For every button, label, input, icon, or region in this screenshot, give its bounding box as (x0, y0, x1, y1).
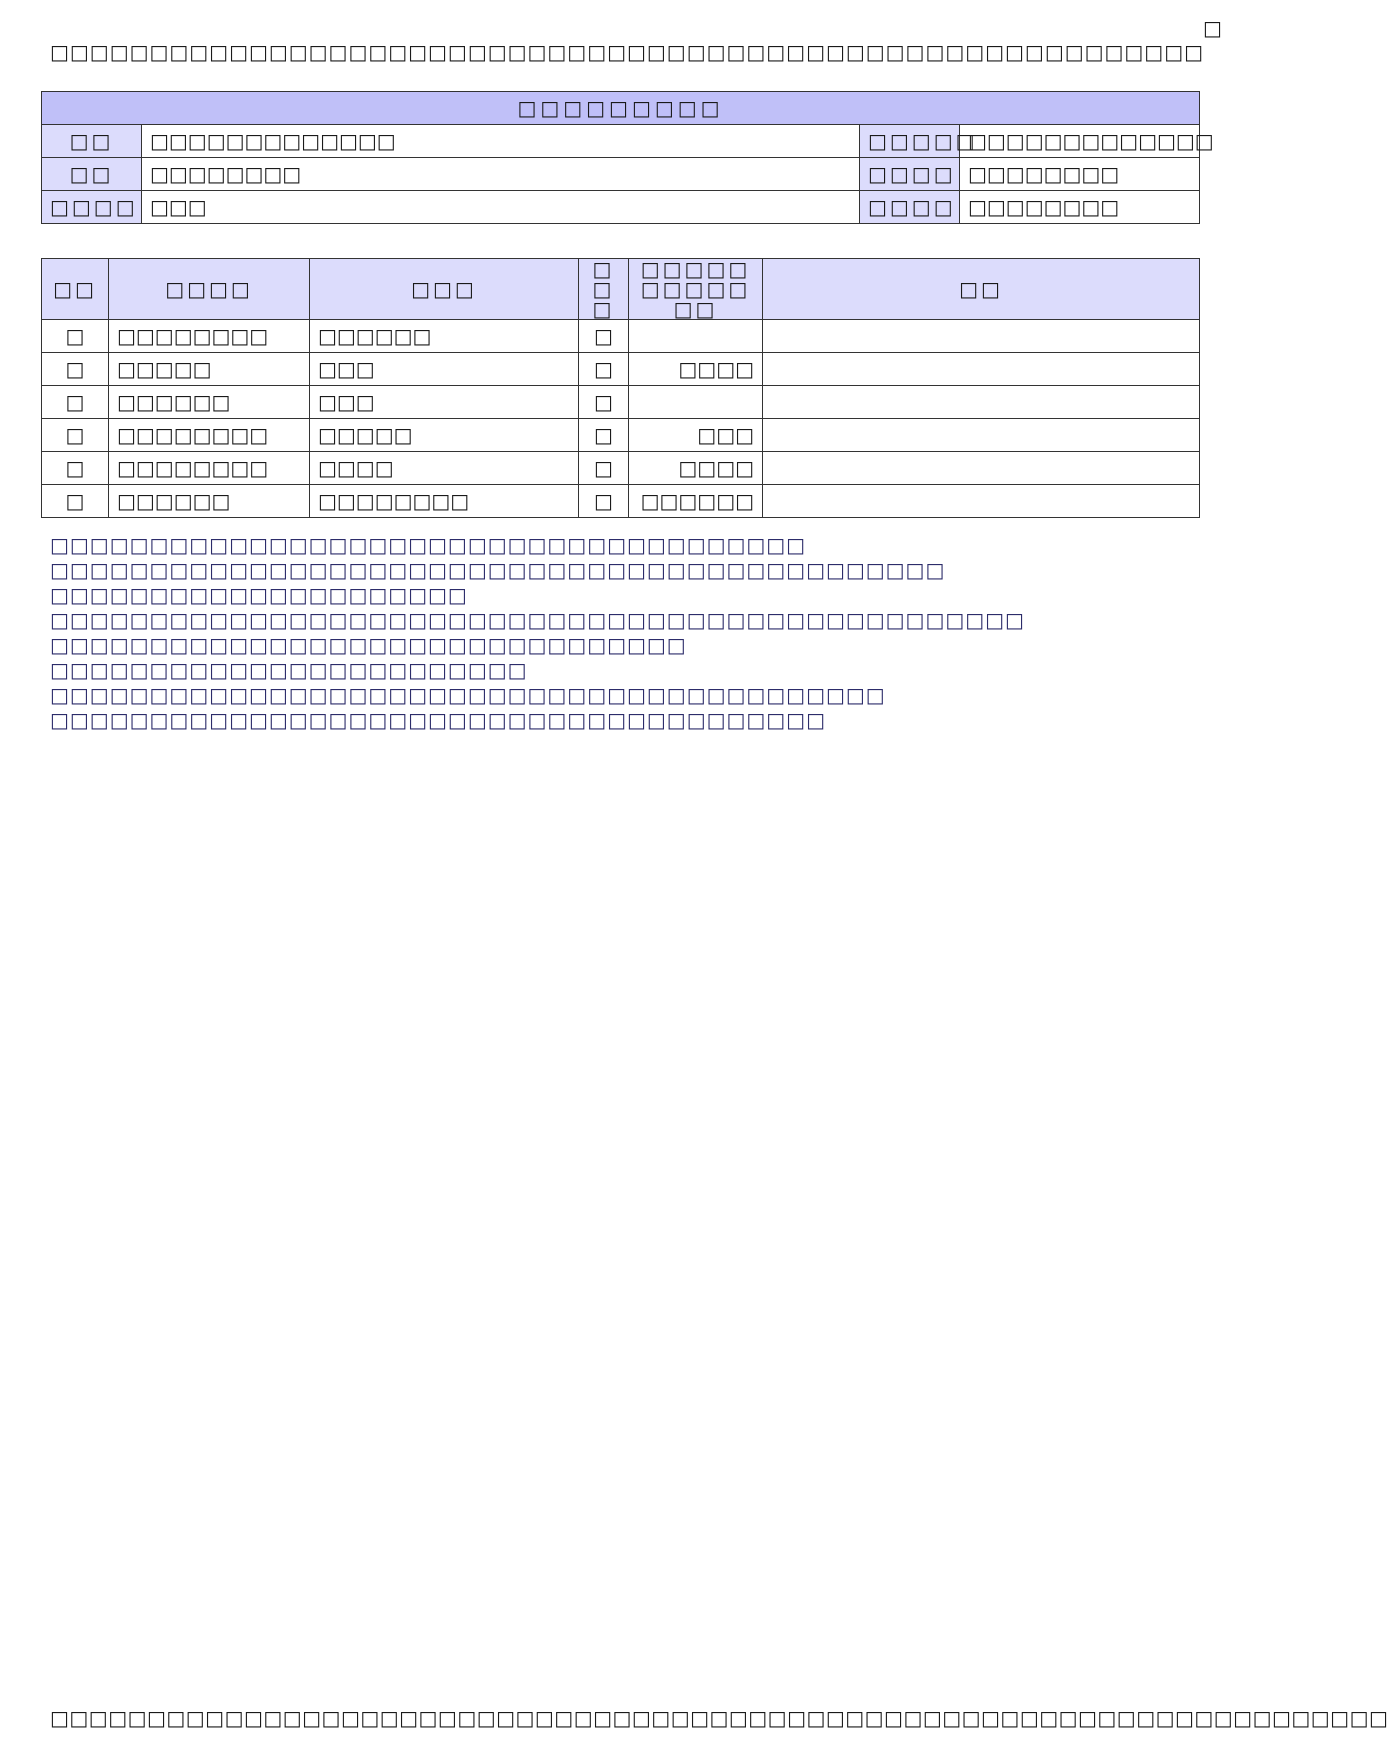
cell-amount: □□□□ (629, 353, 763, 386)
info-row (42, 158, 1200, 191)
col-header-amount: □□□□□□□□□□□□ (629, 259, 763, 320)
info-value: □□□□□□□□ (142, 158, 860, 191)
cell-amount: □□□ (629, 419, 763, 452)
cell-name: □□□ (310, 353, 579, 386)
cell-code: □□□□□□ (109, 386, 310, 419)
info-value: □□□ (142, 191, 860, 224)
info-value: □□□□□□□□ (960, 158, 1200, 191)
cell-qty: □ (579, 353, 629, 386)
cell-code: □□□□□□□□ (109, 419, 310, 452)
cell-code: □□□□□ (109, 353, 310, 386)
note-line: □□□□□□□□□□□□□□□□□□□□□□□□ (50, 658, 528, 682)
info-label: □□ (42, 125, 142, 158)
cell-code: □□□□□□□□ (109, 320, 310, 353)
cell-no: □ (42, 452, 109, 485)
cell-note (763, 419, 1200, 452)
col-header-code: □□□□ (109, 259, 310, 320)
table-row (42, 353, 1200, 386)
info-value: □□□□□□□□□□□□□ (960, 125, 1200, 158)
cell-code: □□□□□□□□ (109, 452, 310, 485)
cell-note (763, 386, 1200, 419)
cell-name: □□□ (310, 386, 579, 419)
cell-code: □□□□□□ (109, 485, 310, 518)
info-label: □□□□ (860, 191, 960, 224)
cell-qty: □ (579, 320, 629, 353)
note-line: □□□□□□□□□□□□□□□□□□□□□□□□□□□□□□□□□□□□□□□□□□□□□□□□□ (50, 608, 1025, 632)
cell-qty: □ (579, 485, 629, 518)
table-row (42, 485, 1200, 518)
info-row (42, 191, 1200, 224)
cell-note (763, 353, 1200, 386)
cell-name: □□□□□ (310, 419, 579, 452)
notes-block (50, 533, 1025, 733)
col-header-note: □□ (763, 259, 1200, 320)
info-row (42, 125, 1200, 158)
col-header-no: □□ (42, 259, 109, 320)
cell-name: □□□□ (310, 452, 579, 485)
table-row (42, 320, 1200, 353)
table-row (42, 419, 1200, 452)
cell-note (763, 485, 1200, 518)
col-header-name: □□□ (310, 259, 579, 320)
note-line: □□□□□□□□□□□□□□□□□□□□□□□□□□□□□□□□□□□□□□□□□□ (50, 683, 886, 707)
cell-qty: □ (579, 386, 629, 419)
cell-no: □ (42, 386, 109, 419)
cell-name: □□□□□□□□ (310, 485, 579, 518)
info-label: □□□□ (860, 158, 960, 191)
items-header-row (42, 259, 1200, 320)
note-line: □□□□□□□□□□□□□□□□□□□□□□□□□□□□□□□□□□□□□□□□□□□□□ (50, 558, 946, 582)
document-header: □□□□□□□□□□□□□□□□□□□□□□□□□□□□□□□□□□□□□□□□□□□□□□□□□□□□□□□□□□ (50, 40, 1204, 64)
note-line: □□□□□□□□□□□□□□□□□□□□□□□□□□□□□□□□□□□□□□ (50, 533, 807, 557)
cell-no: □ (42, 320, 109, 353)
cell-qty: □ (579, 452, 629, 485)
document-footer: □□□□□□□□□□□□□□□□□□□□□□□□□□□□□□□□□□□□□□□□□□□□□□□□□□□□□□□□□□□□□□□□□□□□□ (50, 1706, 1388, 1730)
info-value: □□□□□□□□ (960, 191, 1200, 224)
page-number: □ (1203, 16, 1222, 40)
cell-name: □□□□□□ (310, 320, 579, 353)
cell-note (763, 452, 1200, 485)
cell-amount: □□□□□□ (629, 485, 763, 518)
info-value: □□□□□□□□□□□□□ (142, 125, 860, 158)
cell-no: □ (42, 353, 109, 386)
info-table-caption: □□□□□□□□□ (42, 92, 1200, 125)
col-header-qty: □□□ (579, 259, 629, 320)
info-label: □□ (42, 158, 142, 191)
cell-note (763, 320, 1200, 353)
cell-amount (629, 320, 763, 353)
info-table (41, 91, 1214, 224)
cell-amount: □□□□ (629, 452, 763, 485)
cell-amount (629, 386, 763, 419)
note-line: □□□□□□□□□□□□□□□□□□□□□ (50, 583, 468, 607)
table-row (42, 452, 1200, 485)
cell-no: □ (42, 485, 109, 518)
info-label: □□□□□ (860, 125, 960, 158)
note-line: □□□□□□□□□□□□□□□□□□□□□□□□□□□□□□□□□□□□□□□ (50, 708, 826, 732)
table-row (42, 386, 1200, 419)
note-line: □□□□□□□□□□□□□□□□□□□□□□□□□□□□□□□□ (50, 633, 687, 657)
info-label: □□□□ (42, 191, 142, 224)
items-table (41, 258, 1200, 518)
cell-no: □ (42, 419, 109, 452)
cell-qty: □ (579, 419, 629, 452)
info-caption-row (42, 92, 1200, 125)
